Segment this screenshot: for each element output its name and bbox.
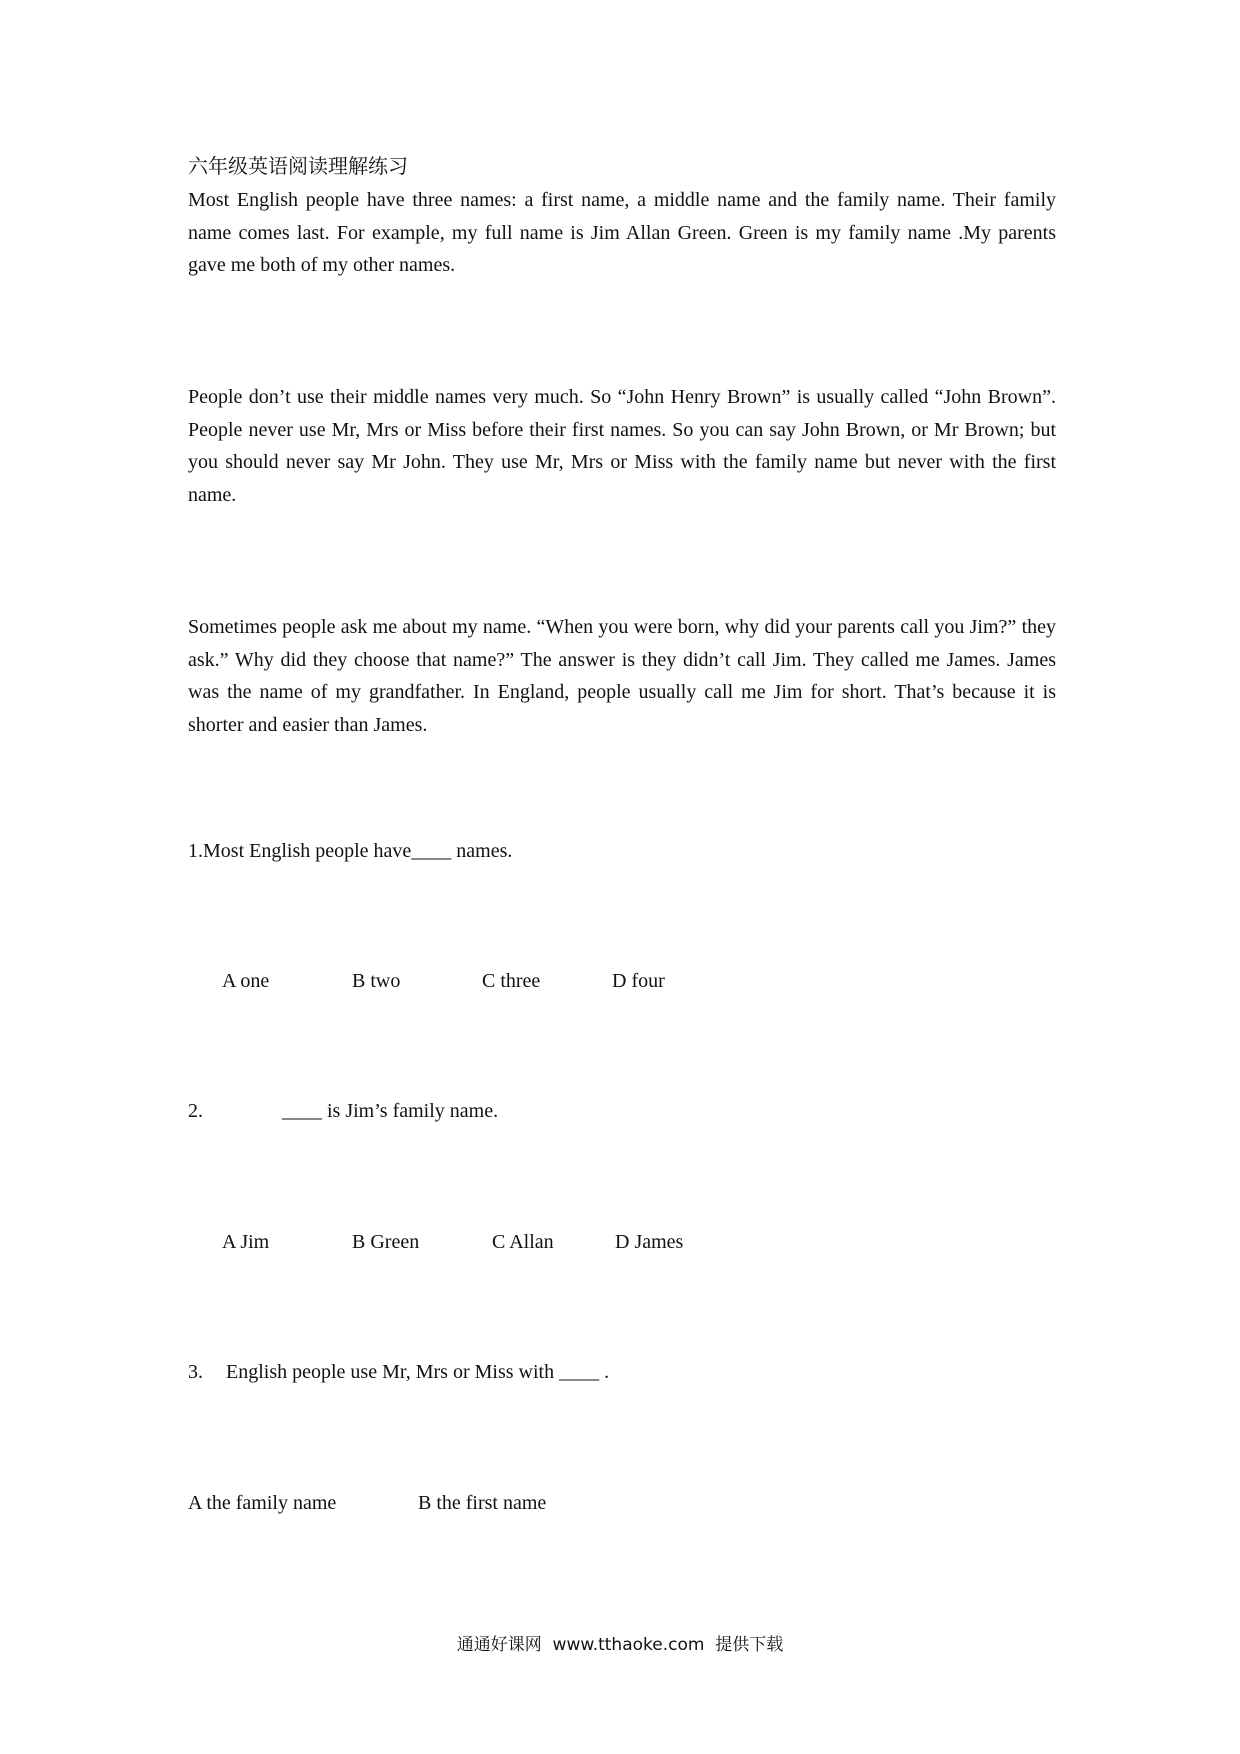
question-2-option-b: B Green <box>352 1231 420 1253</box>
question-3-number: 3. <box>188 1361 203 1383</box>
question-3-option-b: B the first name <box>418 1492 547 1514</box>
question-3-text: English people use Mr, Mrs or Miss with ____ . <box>226 1361 610 1383</box>
question-2-number: 2. <box>188 1100 203 1122</box>
question-1 <box>188 838 512 864</box>
paragraph-2: People don’t use their middle names very much. So “John Henry Brown” is usually called “John Brown”. People never use Mr, Mrs or Miss before their first names. So you can say John Brown, or Mr Brown; but you should never say Mr John. They use Mr, Mrs or Miss with the family name but never with the first name. <box>188 386 1056 506</box>
paragraph-3: Sometimes people ask me about my name. “When you were born, why did your parents call you Jim?” they ask.” Why did they choose that name?” The answer is they didn’t call Jim. They called me James. James was the name of my grandfather. In England, people usually call me Jim for short. That’s because it is shorter and easier than James. <box>188 616 1056 736</box>
question-1-option-a: A one <box>222 970 270 992</box>
question-1-option-d: D four <box>612 970 665 992</box>
question-1-number: 1. <box>188 840 203 862</box>
question-1-text: Most English people have____ names. <box>203 840 513 862</box>
question-2-option-c: C Allan <box>492 1231 554 1253</box>
document-title: 六年级英语阅读理解练习 <box>188 156 408 178</box>
question-2-text: ____ is Jim’s family name. <box>282 1100 499 1122</box>
question-3-option-a: A the family name <box>188 1492 337 1514</box>
question-1-option-c: C three <box>482 970 541 992</box>
question-2-option-a: A Jim <box>222 1231 270 1253</box>
paragraph-1: Most English people have three names: a first name, a middle name and the family name. Their family name comes last. For example, my full name is Jim Allan Green. Green is my family name .My parents gave me both of my other names. <box>188 189 1056 276</box>
question-1-option-b: B two <box>352 970 401 992</box>
page-footer: 通通好课网 www.tthaoke.com 提供下载 <box>456 1635 784 1655</box>
question-2-option-d: D James <box>615 1231 684 1253</box>
